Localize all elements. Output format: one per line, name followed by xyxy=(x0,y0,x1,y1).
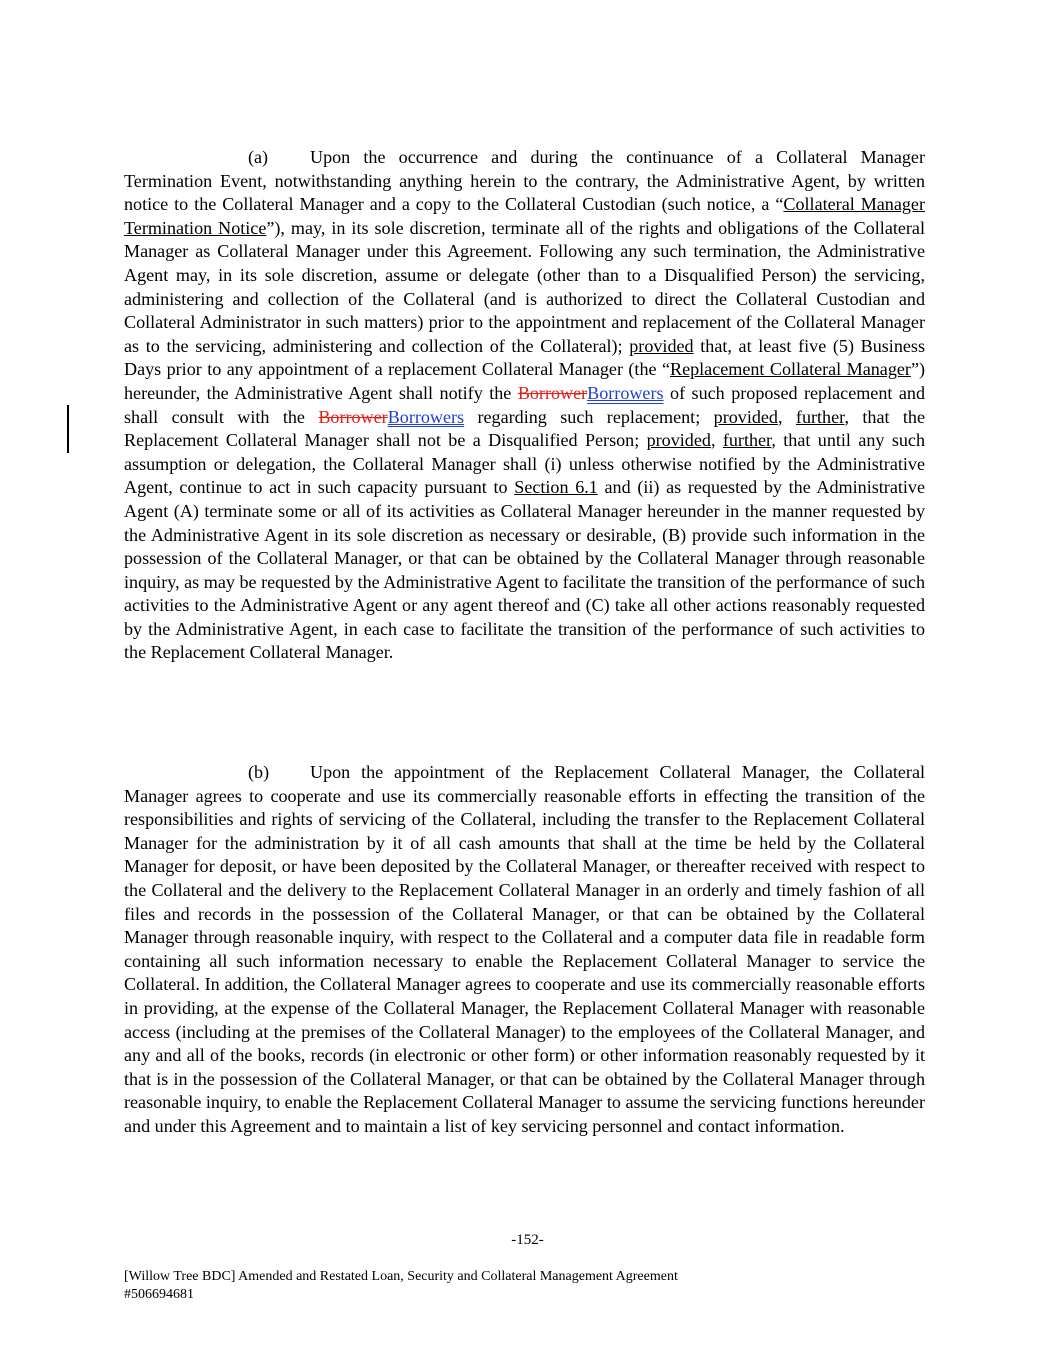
document-footer xyxy=(124,1268,678,1304)
provided-term-3: provided xyxy=(646,430,711,451)
paragraph-a-text-1: Upon the occurrence and during the continuance of a Collateral Manager Termination Event, notwithstanding anything herein to the contrary, the Administrative Agent, by written notice to the Collateral Manager and a copy to the Collateral Custodian (such notice, a “ xyxy=(124,147,925,215)
defined-term-replacement-manager: Replacement Collateral Manager xyxy=(670,359,911,380)
paragraph-a-text-4: ”) hereunder, the Administrative Agent shall notify the xyxy=(124,359,925,403)
further-term-2: further xyxy=(722,430,772,451)
paragraph-b xyxy=(124,761,925,1139)
page-number: -152- xyxy=(511,1232,544,1248)
paragraph-a-text-7: , that the Replacement Collateral Manager shall not be a Disqualified Person; xyxy=(124,406,926,451)
inserted-text-borrowers-2: Borrowers xyxy=(387,406,465,427)
paragraph-a-text-6: regarding such replacement; xyxy=(464,406,714,427)
comma-1: , xyxy=(777,406,796,427)
paragraph-a-text-3: that, at least five (5) Business Days prior to any appointment of a replacement Collateral Manager (the “ xyxy=(124,335,925,380)
deleted-text-borrower-2: Borrower xyxy=(318,406,388,427)
paragraph-a-text-5: of such proposed replacement and shall consult with the xyxy=(124,382,925,427)
provided-term-1: provided xyxy=(629,335,694,356)
paragraph-b-text: Upon the appointment of the Replacement Collateral Manager, the Collateral Manager agrees to cooperate and use its commercially reasonable efforts in effecting the transition of the responsibilities and rights of servicing of the Collateral, including the transfer to the Replacement Collateral Manager for the administration by it of all cash amounts that shall at the time be held by the Collateral Manager for deposit, or have been deposited by the Collateral Manager, or thereafter received with respect to the Collateral and the delivery to the Replacement Collateral Manager in an orderly and timely fashion of all files and records in the possession of the Collateral Manager, or that can be obtained by the Collateral Manager through reasonable inquiry, with respect to the Collateral and a computer data file in readable form containing all such information necessary to enable the Replacement Collateral Manager to service the Collateral. In addition, the Collateral Manager agrees to cooperate and use its commercially reasonable efforts in providing, at the expense of the Collateral Manager, the Replacement Collateral Manager with reasonable access (including at the premises of the Collateral Manager) to the employees of the Collateral Manager, and any and all of the books, records (in electronic or other form) or other information reasonably requested by it that is in the possession of the Collateral Manager, or that can be obtained by the Collateral Manager through reasonable inquiry, to enable the Replacement Collateral Manager to assume the servicing functions hereunder and under this Agreement and to maintain a list of key servicing personnel and contact information. xyxy=(124,762,925,1136)
paragraph-a-text-2: ”), may, in its sole discretion, terminate all of the rights and obligations of the Collateral Manager as Collateral Manager under this Agreement. Following any such termination, the Administrative Agent may, in its sole discretion, assume or delegate (other than to a Disqualified Person) the servicing, administering and collection of the Collateral (and is authorized to direct the Collateral Custodian and Collateral Administrator in such matters) prior to the appointment and replacement of the Collateral Manager as to the servicing, administering and collection of the Collateral); xyxy=(124,217,925,356)
paragraph-a-text-9: and (ii) as requested by the Administrative Agent (A) terminate some or all of its activities as Collateral Manager hereunder in the manner requested by the Administrative Agent in its sole discretion as necessary or desirable, (B) provide such information in the possession of the Collateral Manager, or that can be obtained by the Collateral Manager through reasonable inquiry, as may be requested by the Administrative Agent to facilitate the transition of the performance of such activities to the Administrative Agent or any agent thereof and (C) take all other actions reasonably requested by the Administrative Agent, in each case to facilitate the transition of the performance of such activities to the Replacement Collateral Manager. xyxy=(124,477,925,663)
paragraph-a-text-8: , that until any such assumption or delegation, the Collateral Manager shall (i) unless otherwise notified by the Administrative Agent, continue to act in such capacity pursuant to xyxy=(124,430,925,498)
inserted-text-borrowers-1: Borrowers xyxy=(587,382,664,403)
paragraph-b-label: (b) xyxy=(248,762,270,782)
further-term-1: further xyxy=(795,406,845,427)
footer-title: [Willow Tree BDC] Amended and Restated Loan, Security and Collateral Management Agreement xyxy=(124,1269,678,1284)
defined-term-termination-notice: Collateral Manager Termination Notice xyxy=(124,194,925,238)
deleted-text-borrower-1: Borrower xyxy=(517,382,588,403)
section-reference: Section 6.1 xyxy=(514,477,598,498)
comma-2: , xyxy=(710,430,723,451)
paragraph-a-label: (a) xyxy=(248,147,269,167)
footer-doc-id: #506694681 xyxy=(124,1287,194,1302)
paragraph-a xyxy=(124,146,925,665)
provided-term-2: provided xyxy=(713,406,778,427)
revision-change-bar xyxy=(67,405,69,453)
